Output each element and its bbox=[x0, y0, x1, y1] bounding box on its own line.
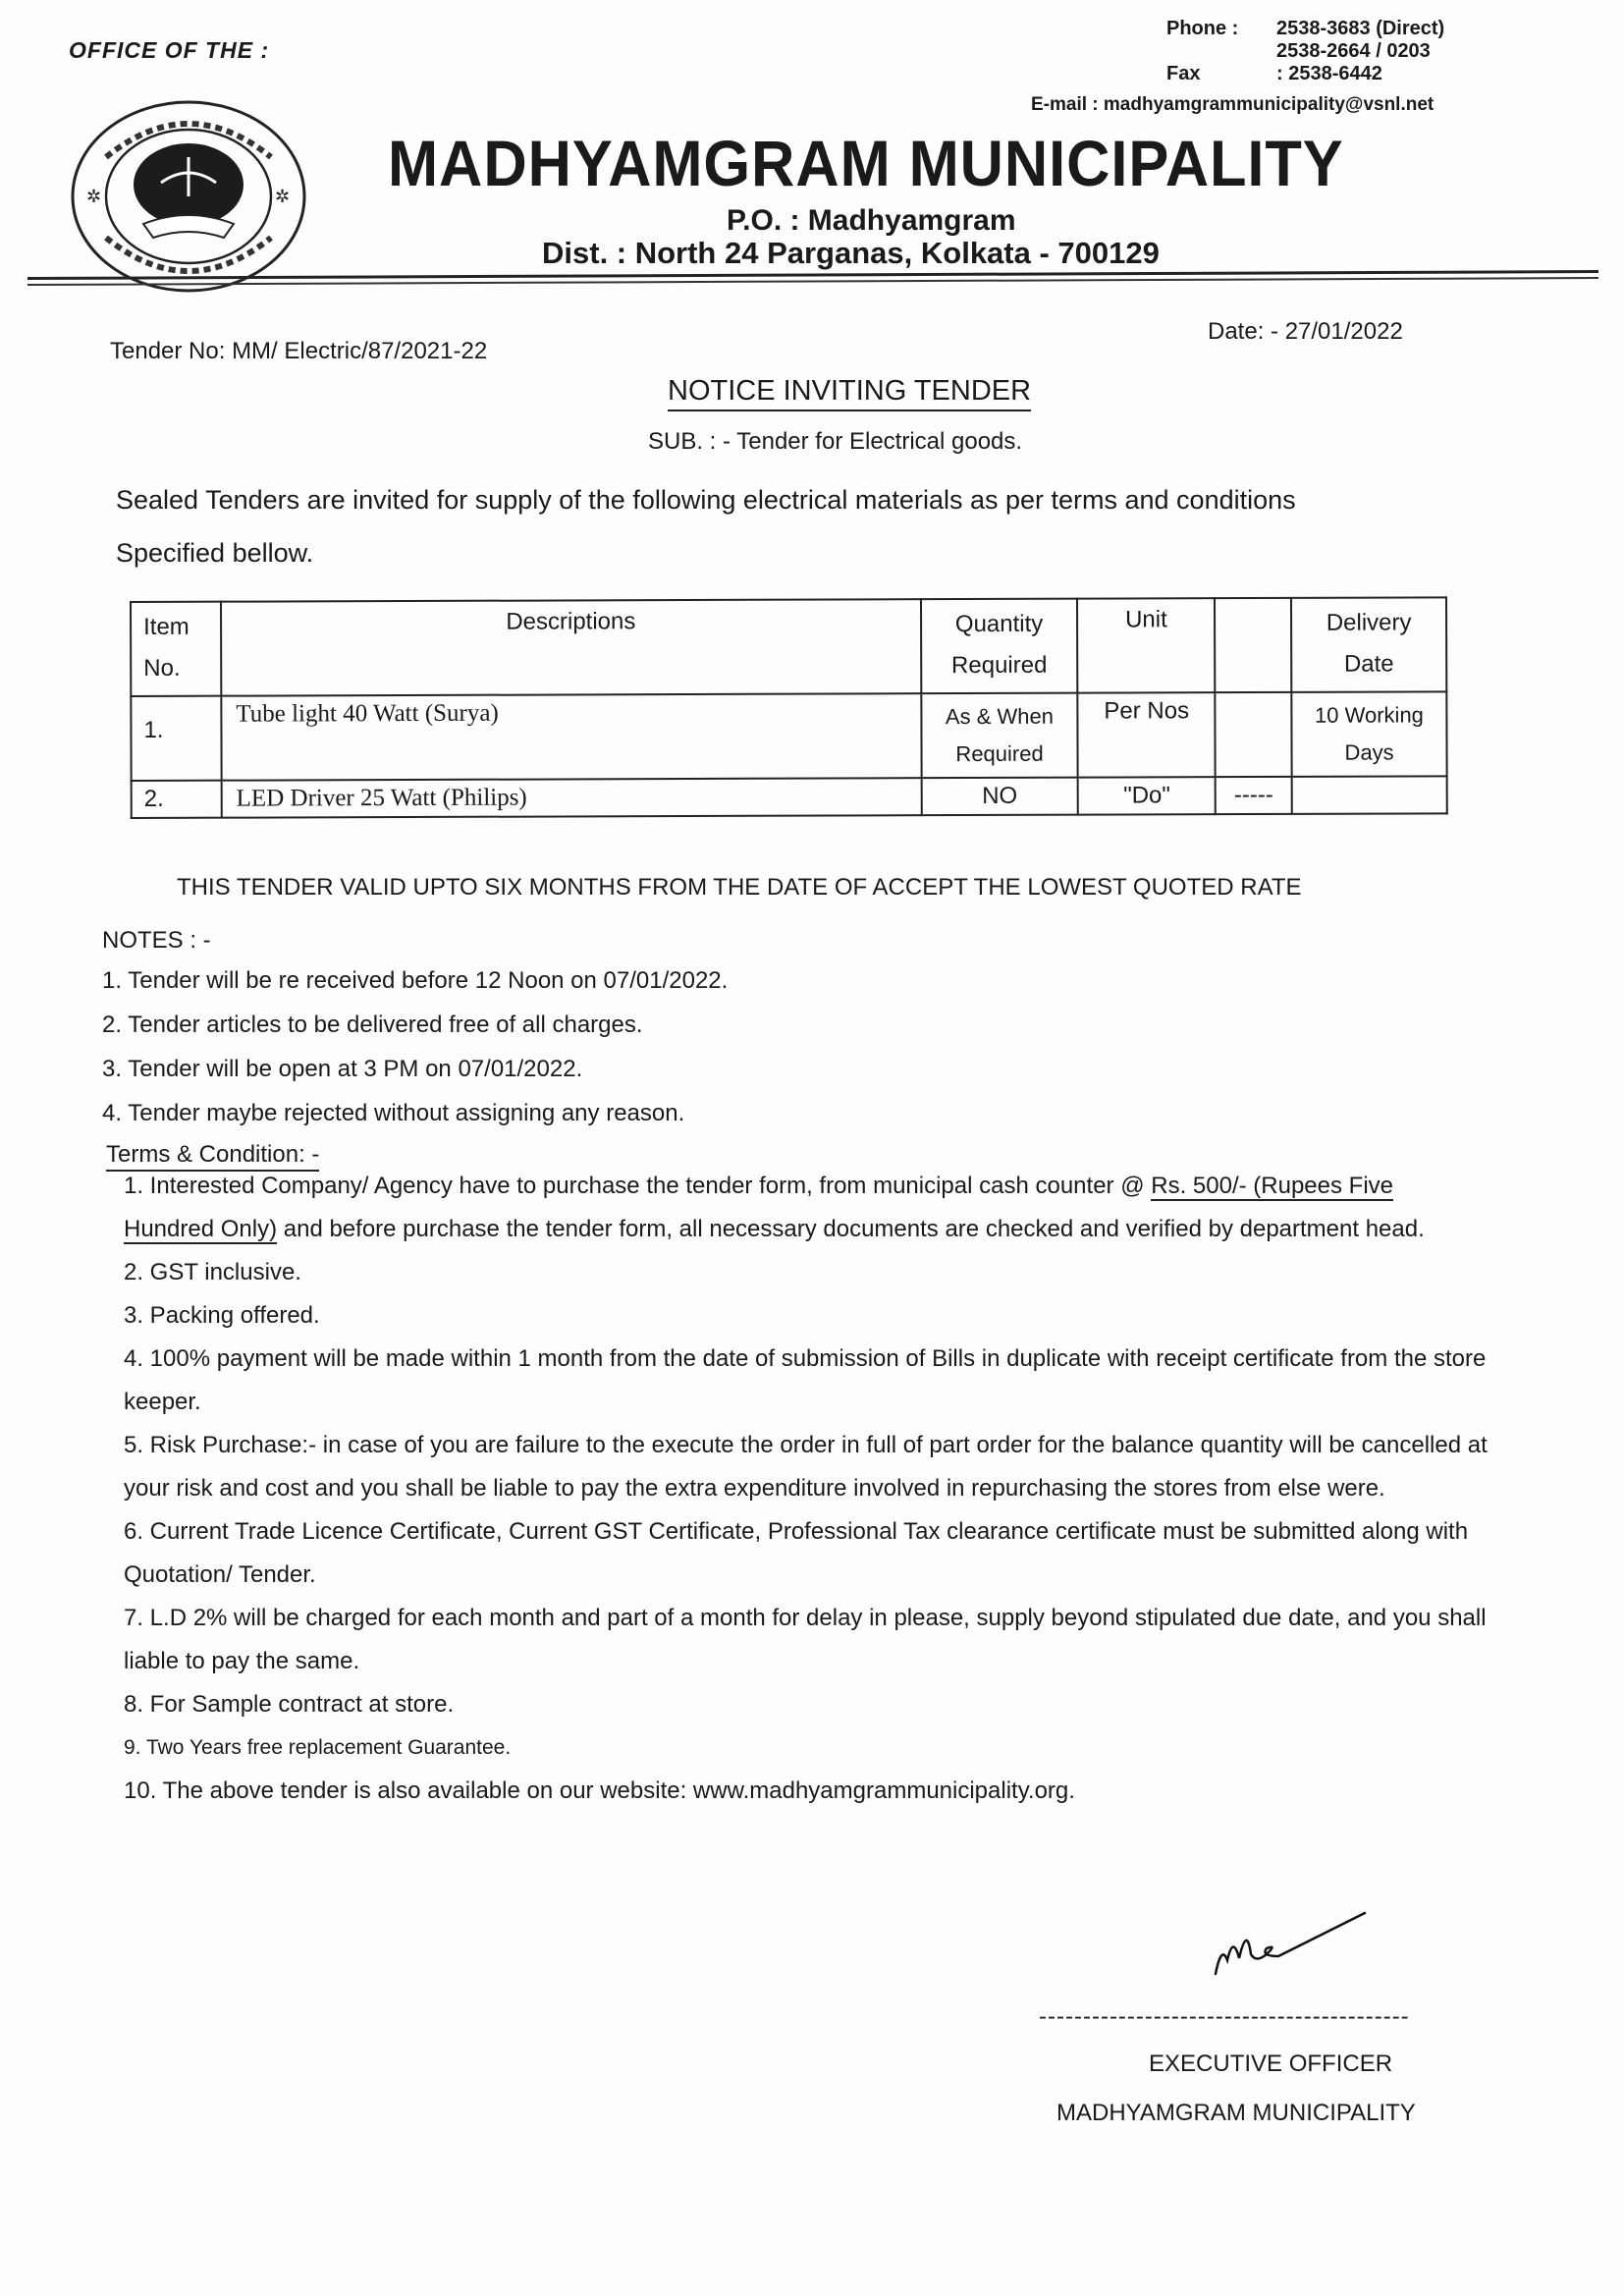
post-office: P.O. : Madhyamgram bbox=[727, 204, 1016, 237]
col-header-unit: Unit bbox=[1077, 598, 1215, 692]
cell-quantity: As & When Required bbox=[921, 693, 1078, 779]
table-row bbox=[132, 776, 1447, 818]
col-header-blank bbox=[1215, 598, 1291, 692]
cell-unit: "Do" bbox=[1078, 777, 1216, 814]
cell-item-no: 2. bbox=[132, 781, 222, 818]
items-table bbox=[130, 596, 1448, 819]
term-item: 10. The above tender is also available on our website: www.madhyamgrammunicipality.org. bbox=[124, 1777, 1075, 1804]
notice-subject: SUB. : - Tender for Electrical goods. bbox=[648, 428, 1023, 455]
term-item: 8. For Sample contract at store. bbox=[124, 1691, 455, 1718]
signature-line: ------------------------------------------ bbox=[1039, 2003, 1410, 2030]
svg-text:✲: ✲ bbox=[86, 187, 102, 207]
handwritten-signature bbox=[1208, 1905, 1375, 1984]
phone-direct: 2538-3683 (Direct) bbox=[1276, 18, 1445, 39]
phone-label: Phone : bbox=[1166, 18, 1239, 39]
col-header-quantity: Quantity Required bbox=[921, 599, 1078, 694]
fax-value: : 2538-6442 bbox=[1276, 63, 1382, 84]
terms-heading: Terms & Condition: - bbox=[106, 1141, 319, 1172]
form-fee-amount-words: Hundred Only) bbox=[124, 1216, 278, 1242]
cell-delivery bbox=[1292, 776, 1447, 814]
col-header-delivery: Delivery Date bbox=[1291, 597, 1446, 692]
note-item: 2. Tender articles to be delivered free of all charges. bbox=[102, 1011, 643, 1038]
notice-date: Date: - 27/01/2022 bbox=[1208, 318, 1403, 345]
term-item: 1. Interested Company/ Agency have to purchase the tender form, from municipal cash counter @ Rs. 500/- (Rupees Five Hundred Only) and before purchase the tender form, all necessary documents are checked and verified by department head. bbox=[124, 1173, 1425, 1242]
form-fee-amount: Rs. 500/- (Rupees Five bbox=[1151, 1173, 1394, 1199]
tender-number: Tender No: MM/ Electric/87/2021-22 bbox=[110, 338, 488, 364]
office-of-label: OFFICE OF THE : bbox=[69, 37, 270, 63]
cell-blank: ----- bbox=[1216, 777, 1292, 814]
table-row bbox=[131, 691, 1446, 781]
note-item: 4. Tender maybe rejected without assigning any reason. bbox=[102, 1100, 685, 1126]
notice-title: NOTICE INVITING TENDER bbox=[668, 375, 1031, 411]
note-item: 1. Tender will be re received before 12 Noon on 07/01/2022. bbox=[102, 967, 729, 994]
signatory-title: EXECUTIVE OFFICER bbox=[1149, 2050, 1393, 2077]
cell-delivery: 10 Working Days bbox=[1291, 691, 1446, 777]
contact-block bbox=[1166, 18, 1444, 85]
term-item: 2. GST inclusive. bbox=[124, 1259, 301, 1285]
terms-list bbox=[124, 1165, 1528, 1813]
cell-description: Tube light 40 Watt (Surya) bbox=[221, 693, 921, 780]
email-line: E-mail : madhyamgrammunicipality@vsnl.net bbox=[1031, 94, 1435, 115]
district-address: Dist. : North 24 Parganas, Kolkata - 700129 bbox=[542, 236, 1160, 270]
notes-list bbox=[102, 958, 728, 1135]
col-header-descriptions: Descriptions bbox=[221, 599, 921, 695]
cell-blank bbox=[1216, 692, 1292, 777]
term-item: 5. Risk Purchase:- in case of you are failure to the execute the order in full of part order for the balance quantity will be cancelled at your risk and cost and you shall be liable to pay the extra expenditure involved in repurchasing the stores from else were. bbox=[124, 1432, 1488, 1502]
col-header-item-no: Item No. bbox=[131, 602, 221, 696]
cell-unit: Per Nos bbox=[1078, 692, 1216, 777]
term-item: 6. Current Trade Licence Certificate, Current GST Certificate, Professional Tax clearance certificate must be submitted along with Quotation/ Tender. bbox=[124, 1518, 1469, 1588]
municipality-name: MADHYAMGRAM MUNICIPALITY bbox=[388, 127, 1344, 199]
svg-text:✲: ✲ bbox=[275, 187, 291, 207]
term-item: 3. Packing offered. bbox=[124, 1302, 320, 1329]
validity-statement: THIS TENDER VALID UPTO SIX MONTHS FROM THE DATE OF ACCEPT THE LOWEST QUOTED RATE bbox=[177, 874, 1302, 901]
intro-line-1: Sealed Tenders are invited for supply of the following electrical materials as per terms and conditions bbox=[116, 485, 1296, 515]
table-header-row bbox=[131, 597, 1446, 696]
signatory-org: MADHYAMGRAM MUNICIPALITY bbox=[1056, 2100, 1416, 2126]
phone-alt: 2538-2664 / 0203 bbox=[1276, 40, 1431, 62]
term-item: 9. Two Years free replacement Guarantee. bbox=[124, 1736, 512, 1759]
term-item: 7. L.D 2% will be charged for each month and part of a month for delay in please, supply beyond stipulated due date, and you shall liable to pay the same. bbox=[124, 1605, 1487, 1674]
fax-label: Fax bbox=[1166, 63, 1201, 84]
cell-quantity: NO bbox=[921, 778, 1078, 816]
cell-item-no: 1. bbox=[131, 696, 221, 781]
term-item: 4. 100% payment will be made within 1 month from the date of submission of Bills in duplicate with receipt certificate from the store keeper. bbox=[124, 1345, 1487, 1415]
municipality-seal-logo bbox=[67, 98, 310, 295]
intro-line-2: Specified bellow. bbox=[116, 538, 314, 568]
cell-description: LED Driver 25 Watt (Philips) bbox=[222, 778, 922, 817]
note-item: 3. Tender will be open at 3 PM on 07/01/2022. bbox=[102, 1056, 583, 1082]
notes-heading: NOTES : - bbox=[102, 927, 211, 954]
